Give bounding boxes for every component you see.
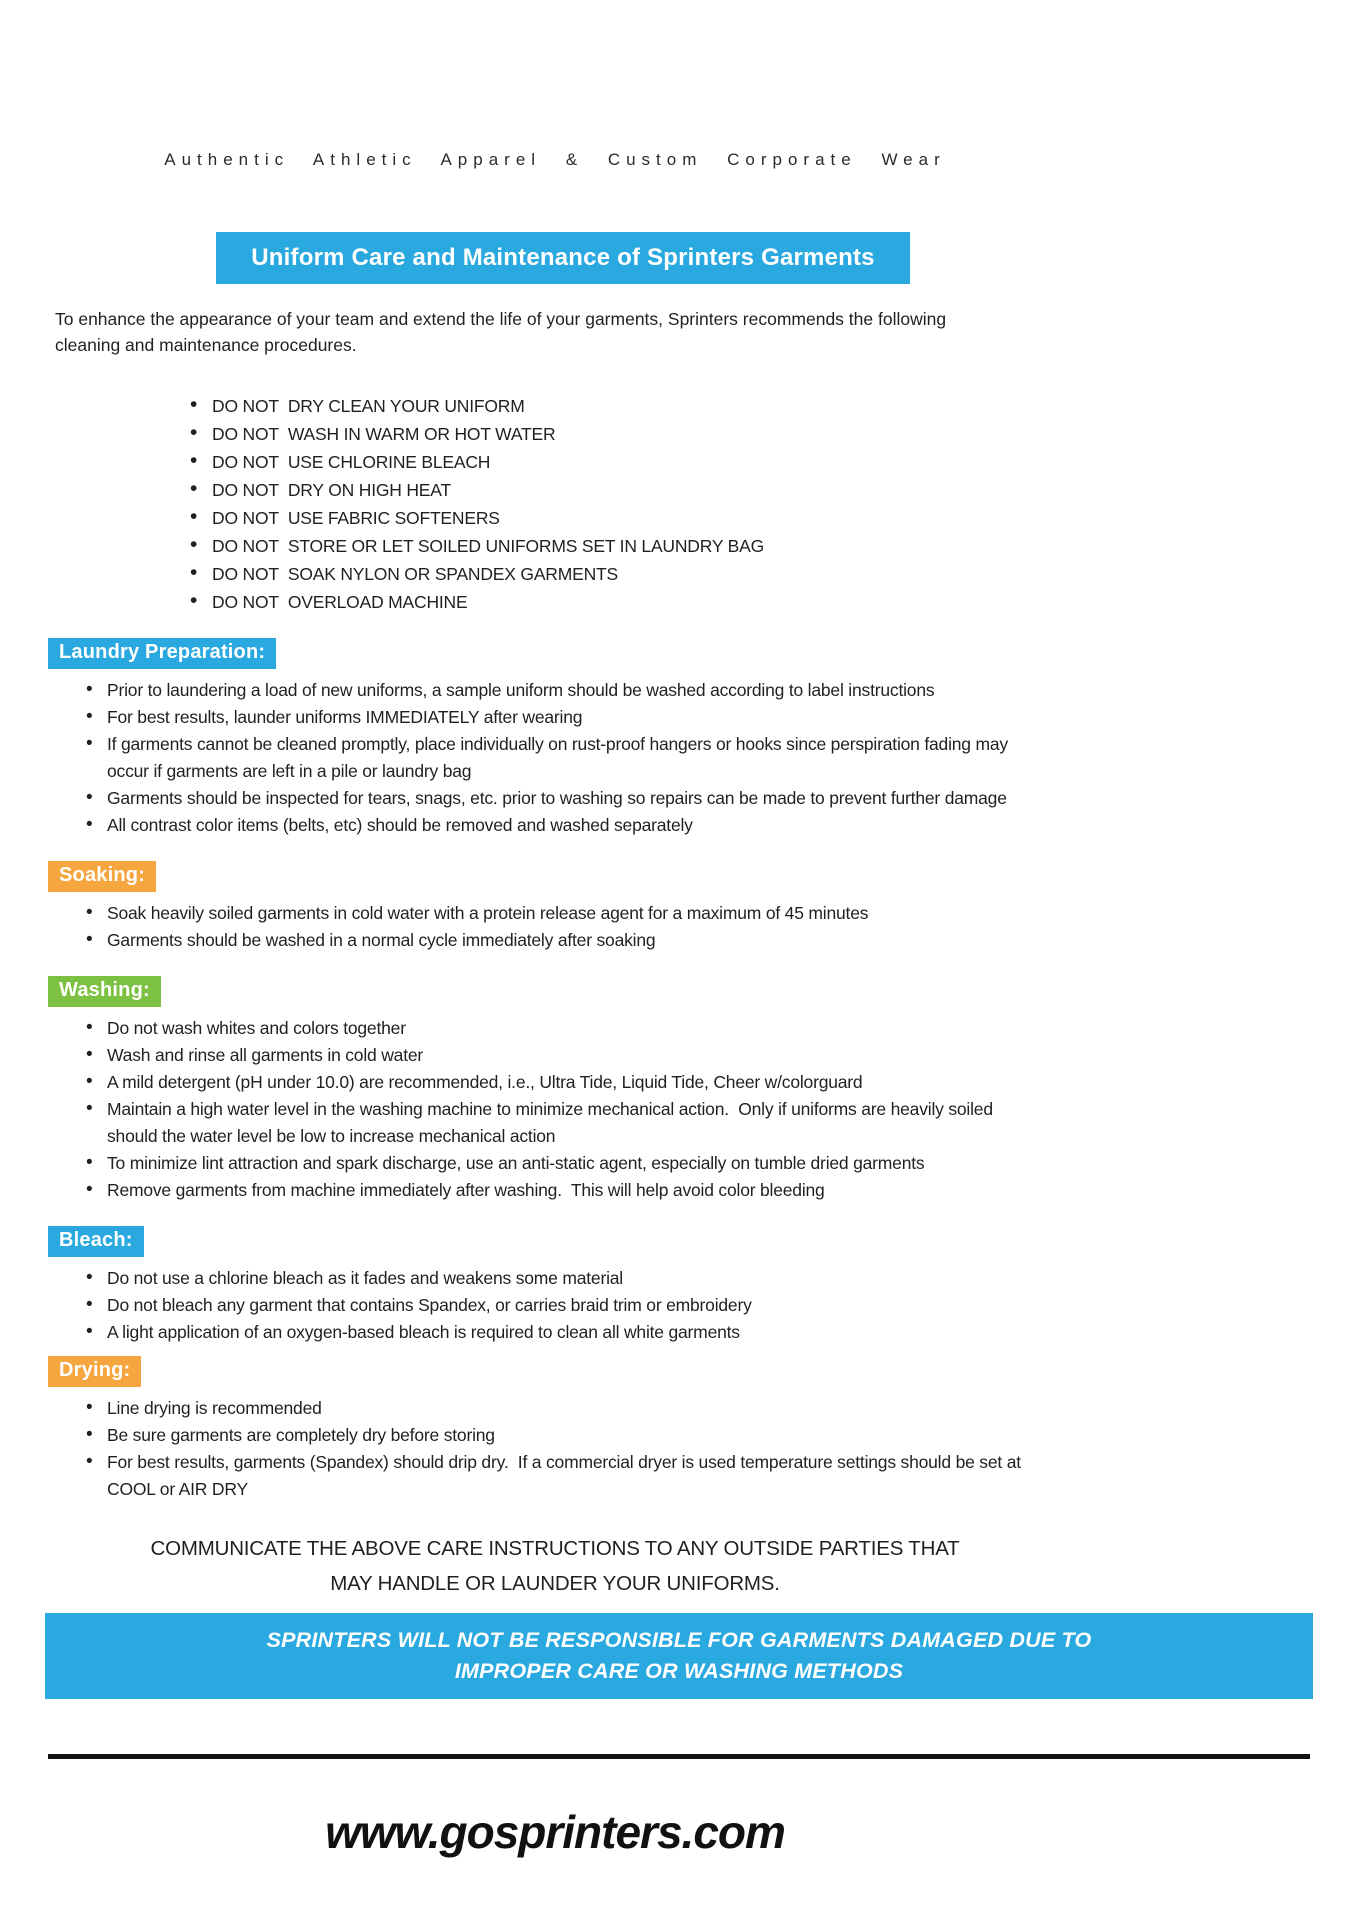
section-bleach — [0, 1226, 1358, 1346]
donot-item: • DO NOT OVERLOAD MACHINE — [212, 588, 1358, 616]
list-item: • If garments cannot be cleaned promptly, place individually on rust-proof hangers or hooks since perspiration fading may occur if garments are left in a pile or laundry bag — [86, 731, 1044, 785]
list-item: • Do not bleach any garment that contains Spandex, or carries braid trim or embroidery — [86, 1292, 1044, 1319]
list-item: • A mild detergent (pH under 10.0) are recommended, i.e., Ultra Tide, Liquid Tide, Cheer w/colorguard — [86, 1069, 1044, 1096]
donot-item: • DO NOT USE CHLORINE BLEACH — [212, 448, 1358, 476]
section-list-soaking — [86, 900, 1044, 954]
list-item: • All contrast color items (belts, etc) should be removed and washed separately — [86, 812, 1044, 839]
list-item: • Do not wash whites and colors together — [86, 1015, 1044, 1042]
donot-item: • DO NOT WASH IN WARM OR HOT WATER — [212, 420, 1358, 448]
section-list-drying — [86, 1395, 1044, 1503]
page-title: Uniform Care and Maintenance of Sprinters Garments — [251, 244, 875, 271]
section-drying — [0, 1356, 1358, 1503]
list-item: • Do not use a chlorine bleach as it fades and weakens some material — [86, 1265, 1044, 1292]
section-washing — [0, 976, 1358, 1204]
section-laundry-preparation — [0, 638, 1358, 839]
intro-paragraph: To enhance the appearance of your team and extend the life of your garments, Sprinters recommends the following cleaning and maintenance procedures. — [55, 309, 947, 355]
list-item: • Maintain a high water level in the washing machine to minimize mechanical action. Only if uniforms are heavily soiled should the water level be low to increase mechanical action — [86, 1096, 1044, 1150]
section-label-drying: Drying: — [48, 1356, 141, 1387]
donot-item: • DO NOT DRY CLEAN YOUR UNIFORM — [212, 392, 1358, 420]
divider-line — [48, 1754, 1310, 1759]
list-item: • Line drying is recommended — [86, 1395, 1044, 1422]
list-item: • To minimize lint attraction and spark discharge, use an anti-static agent, especially on tumble dried garments — [86, 1150, 1044, 1177]
disclaimer-banner — [45, 1613, 1313, 1699]
communicate-line-1: COMMUNICATE THE ABOVE CARE INSTRUCTIONS TO ANY OUTSIDE PARTIES THAT — [150, 1537, 960, 1560]
title-banner — [216, 232, 910, 284]
list-item: • Garments should be washed in a normal cycle immediately after soaking — [86, 927, 1044, 954]
donot-item: • DO NOT STORE OR LET SOILED UNIFORMS SET IN LAUNDRY BAG — [212, 532, 1358, 560]
list-item: • For best results, launder uniforms IMMEDIATELY after wearing — [86, 704, 1044, 731]
communicate-note — [0, 1531, 1110, 1601]
communicate-line-2: MAY HANDLE OR LAUNDER YOUR UNIFORMS. — [330, 1572, 780, 1595]
list-item: • Garments should be inspected for tears, snags, etc. prior to washing so repairs can be made to prevent further damage — [86, 785, 1044, 812]
section-label-washing: Washing: — [48, 976, 161, 1007]
sections-container — [0, 638, 1358, 1503]
section-list-washing — [86, 1015, 1044, 1204]
disclaimer-line-1: SPRINTERS WILL NOT BE RESPONSIBLE FOR GARMENTS DAMAGED DUE TO — [266, 1628, 1092, 1652]
section-label-soaking: Soaking: — [48, 861, 156, 892]
donot-list — [212, 392, 1358, 616]
section-soaking — [0, 861, 1358, 954]
list-item: • Prior to laundering a load of new uniforms, a sample uniform should be washed according to label instructions — [86, 677, 1044, 704]
section-label-laundry-preparation: Laundry Preparation: — [48, 638, 276, 669]
section-list-laundry-preparation — [86, 677, 1044, 839]
list-item: • Wash and rinse all garments in cold water — [86, 1042, 1044, 1069]
donot-item: • DO NOT USE FABRIC SOFTENERS — [212, 504, 1358, 532]
list-item: • A light application of an oxygen-based bleach is required to clean all white garments — [86, 1319, 1044, 1346]
donot-item: • DO NOT SOAK NYLON OR SPANDEX GARMENTS — [212, 560, 1358, 588]
section-label-bleach: Bleach: — [48, 1226, 144, 1257]
list-item: • Remove garments from machine immediately after washing. This will help avoid color bleeding — [86, 1177, 1044, 1204]
section-list-bleach — [86, 1265, 1044, 1346]
list-item: • Soak heavily soiled garments in cold water with a protein release agent for a maximum of 45 minutes — [86, 900, 1044, 927]
donot-item: • DO NOT DRY ON HIGH HEAT — [212, 476, 1358, 504]
company-tagline: Authentic Athletic Apparel & Custom Corporate Wear — [164, 150, 946, 169]
disclaimer-line-2: IMPROPER CARE OR WASHING METHODS — [454, 1659, 904, 1683]
list-item: • For best results, garments (Spandex) should drip dry. If a commercial dryer is used temperature settings should be set at COOL or AIR DRY — [86, 1449, 1044, 1503]
website-url: www.gosprinters.com — [325, 1806, 785, 1858]
list-item: • Be sure garments are completely dry before storing — [86, 1422, 1044, 1449]
